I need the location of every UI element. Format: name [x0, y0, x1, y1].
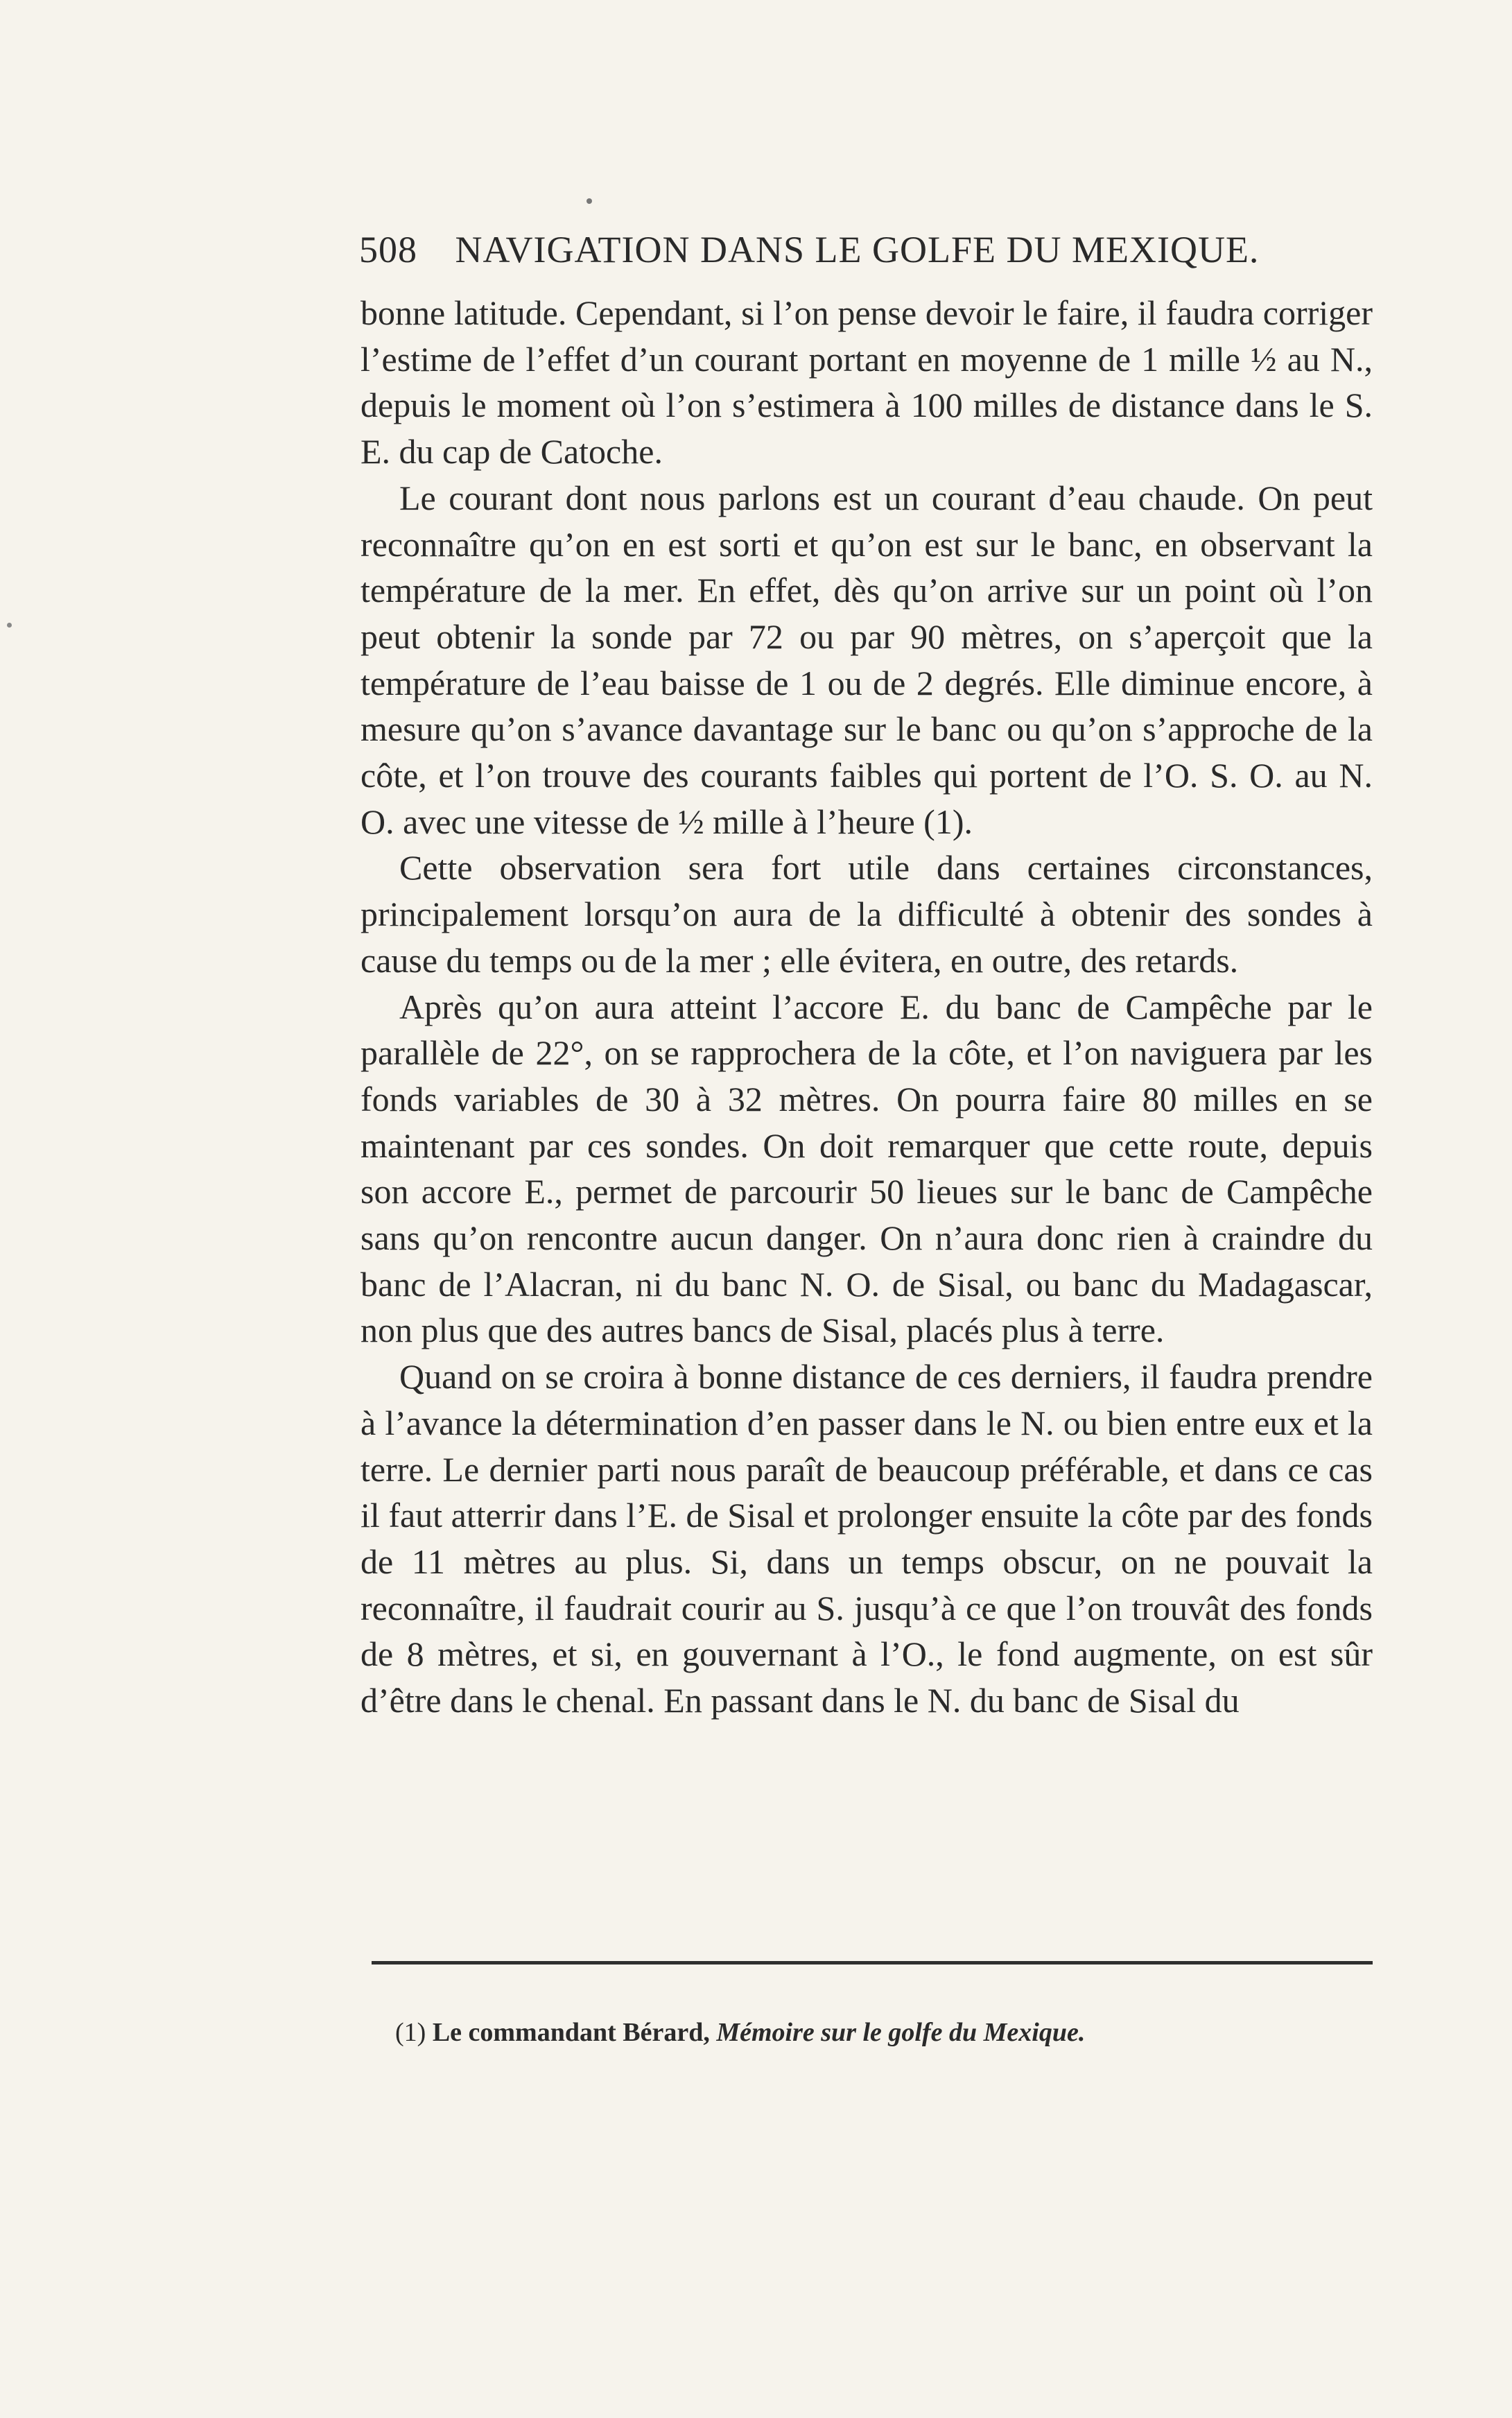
footnote — [395, 2017, 1366, 2048]
ink-speck — [586, 198, 592, 204]
running-header — [359, 229, 1373, 270]
footnote-title: Mémoire sur le golfe du Mexique. — [716, 2018, 1086, 2047]
paragraph: bonne latitude. Cependant, si l’on pense devoir le faire, il faudra corriger l’estime de l’effet d’un courant portant en moyenne de 1 mille ½ au N., depuis le moment où l’on s’estimera à 100 milles de distance dans le S. E. du cap de Catoche. — [360, 293, 1373, 472]
footnote-marker: (1) — [395, 2018, 426, 2047]
footnote-author: Le commandant Bérard, — [432, 2018, 710, 2047]
paragraph: Après qu’on aura atteint l’accore E. du banc de Campêche par le parallèle de 22°, on se rapprochera de la côte, et l’on naviguera par les fonds variables de 30 à 32 mètres. On pourra faire 80 milles en se maintenant par ces sondes. On doit remarquer que cette route, depuis son accore E., permet de parcourir 50 lieues sur le banc de Campêche sans qu’on rencontre aucun danger. On n’aura donc rien à craindre du banc de l’Alacran, ni du banc N. O. de Sisal, ou banc du Madagascar, non plus que des autres bancs de Sisal, placés plus à terre. — [360, 987, 1373, 1350]
paragraph: Quand on se croira à bonne distance de ces derniers, il faudra prendre à l’avance la détermination d’en passer dans le N. ou bien entre eux et la terre. Le dernier parti nous paraît de beaucoup préférable, et dans ce cas il faut atterrir dans l’E. de Sisal et prolonger ensuite la côte par des fonds de 11 mètres au plus. Si, dans un temps obscur, on ne pouvait la reconnaître, il faudrait courir au S. jusqu’à ce que l’on trouvât des fonds de 8 mètres, et si, en gouvernant à l’O., le fond augmente, on est sûr d’être dans le chenal. En passant dans le N. du banc de Sisal du — [360, 1357, 1373, 1720]
paragraph: Le courant dont nous parlons est un courant d’eau chaude. On peut reconnaître qu’on en est sorti et qu’on est sur le banc, en observant la température de la mer. En effet, dès qu’on arrive sur un point où l’on peut obtenir la sonde par 72 ou par 90 mètres, on s’aperçoit que la température de l’eau baisse de 1 ou de 2 degrés. Elle diminue encore, à mesure qu’on s’avance davantage sur le banc ou qu’on s’approche de la côte, et l’on trouve des courants faibles qui portent de l’O. S. O. au N. O. avec une vitesse de ½ mille à l’heure (1). — [360, 478, 1373, 841]
body-text — [360, 290, 1373, 1724]
paragraph: Cette observation sera fort utile dans certaines circonstances, principalement lorsqu’on aura de la difficulté à obtenir des sondes à cause du temps ou de la mer ; elle évitera, en outre, des retards. — [360, 848, 1373, 980]
running-title: NAVIGATION DANS LE GOLFE DU MEXIQUE. — [455, 229, 1260, 270]
footnote-rule — [372, 1961, 1373, 1964]
page-number: 508 — [359, 229, 417, 270]
ink-speck — [7, 623, 12, 628]
